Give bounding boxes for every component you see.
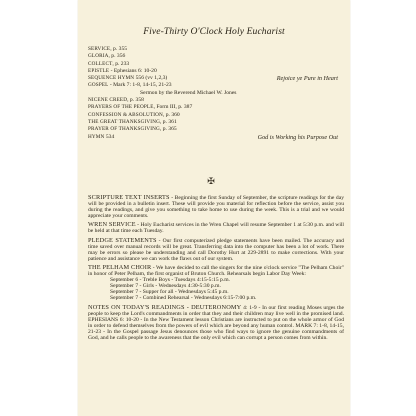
schedule-item: September 7 - Girls - Wednesdays 4:30-5:30 p.m. [110,283,221,290]
service-item-value: , p. 358 [127,97,144,104]
service-item-label: SERVICE [88,46,111,52]
service-item [88,134,338,141]
service-item-value: - Mark 7: 1-8, 14-15, 21-23 [108,82,172,89]
note-body: - We have decided to call the singers for the nine o'clock service "The Pelham Choir" in honor of Peter Pelham, the first organist of Bruton Church. Rehearsals begin Labor Day Week: [88,265,344,278]
service-item-label: GLORIA [88,53,109,60]
note-body: - Beginning the first Sunday of September, the scripture readings for the day will be provided in a bulletin insert. These will provide you material for reflection before the service, assist you during the readings, and give you something to take home to use during the week. This is a trial and we would appreciate your comments. [88,195,344,220]
note-body: 4: 1-9 - In our first reading Moses urges the people to keep the Lord's commandments in order that they and their children may live well in the promised land. EPHESIANS 6: 10-20 - In the New Testament lesson Christians are instructed to put on the whole armor of God in order to defend themselves from the powers of evil which are beyond any human control. MARK 7: 1-8, 14-15, 21-23 - In the Gospel passage Jesus denounces those who find ways to ignore the genuine commandments of God, and he calls people to the awareness that the only evil which can corrupt a person comes from within. [88,304,345,341]
note-body: - Holy Eucharist services in the Wren Chapel will resume September 1 at 5:30 p.m. and will be held at that time each Tuesday. [88,222,344,235]
service-item-value: , p. 355 [110,46,128,52]
service-item [88,46,338,53]
wren-service-note [88,222,344,234]
service-item-value: Sermon by the Reverend Michael W. Jones [140,89,237,96]
service-item [88,126,338,133]
service-item-label: COLLECT [88,60,113,67]
service-item [88,53,338,60]
service-item-value: , Form III, p. 387 [153,104,193,111]
readings-note [88,305,344,341]
service-item-value: , p. 233 [112,60,130,67]
cross-icon: ✠ [207,176,215,186]
service-item [88,82,338,89]
note-heading: SCRIPTURE TEXT INSERTS [88,194,170,201]
service-item-value: , p. 365 [159,126,177,133]
service-item-value: , p. 356 [108,53,126,60]
scripture-inserts-note [88,195,344,219]
service-item [88,112,338,119]
service-item-label: SEQUENCE HYMN [88,75,135,82]
service-item-label: GOSPEL [88,82,109,89]
service-item [88,97,338,104]
service-item-label: PRAYER OF THANKSGIVING [88,126,160,133]
hymn-title: God is Working his Purpose Out [257,133,338,141]
note-heading: PLEDGE STATEMENTS [88,236,157,244]
service-item-label: EPISTLE [88,67,110,74]
service-item [88,75,338,82]
service-item-value: , p. 361 [159,118,177,125]
service-item [88,61,338,68]
page-title: Five-Thirty O'Clock Holy Eucharist [143,26,285,37]
service-item-label: THE GREAT THANKSGIVING [88,118,160,125]
service-item-label: HYMN [88,133,105,140]
service-item-label: NICENE CREED [88,97,128,104]
service-item-label: PRAYERS OF THE PEOPLE [88,104,154,111]
service-item-value: , p. 360 [162,111,180,118]
note-body: - Our first computerized pledge statements have been mailed. The accuracy and time saved over manual records will be great. Transferring data into the computer has been a lot of work. There may be errors so please be understanding and call Dorothy Hurt at 229-2891 to make corrections. With your patience and assistance we can work the flaws out of our system. [88,237,344,262]
service-item [88,90,338,97]
service-item-label: CONFESSION & ABSOLUTION [88,111,163,118]
pelham-choir-note [88,265,344,277]
note-heading: WREN SERVICE [88,221,136,229]
schedule-item: September 7 - Supper for all - Wednesdays 5:45 p.m. [110,289,229,296]
schedule-item: September 7 - Combined Rehearsal - Wednesdays 6:15-7:00 p.m. [110,295,257,302]
announcements [88,195,344,344]
pledge-statements-note [88,238,344,262]
service-item [88,104,338,111]
rehearsal-schedule [88,277,344,301]
service-item-value: 556 (vv 1,2,3) [134,75,168,82]
bulletin-page [78,0,350,416]
note-heading: THE PELHAM CHOIR [88,264,152,272]
hymn-title: Rejoice ye Pure in Heart [276,75,338,83]
note-heading: NOTES ON TODAY'S READINGS - DEUTERONOMY [88,303,242,311]
schedule-item: September 6 - Treble Boys - Tuesdays 4:15-5:15 p.m. [110,277,230,284]
order-of-service [88,46,338,141]
service-item-value: 534 [104,133,115,140]
service-item [88,119,338,126]
service-item-value: - Ephesians 6: 10-20 [109,67,157,74]
